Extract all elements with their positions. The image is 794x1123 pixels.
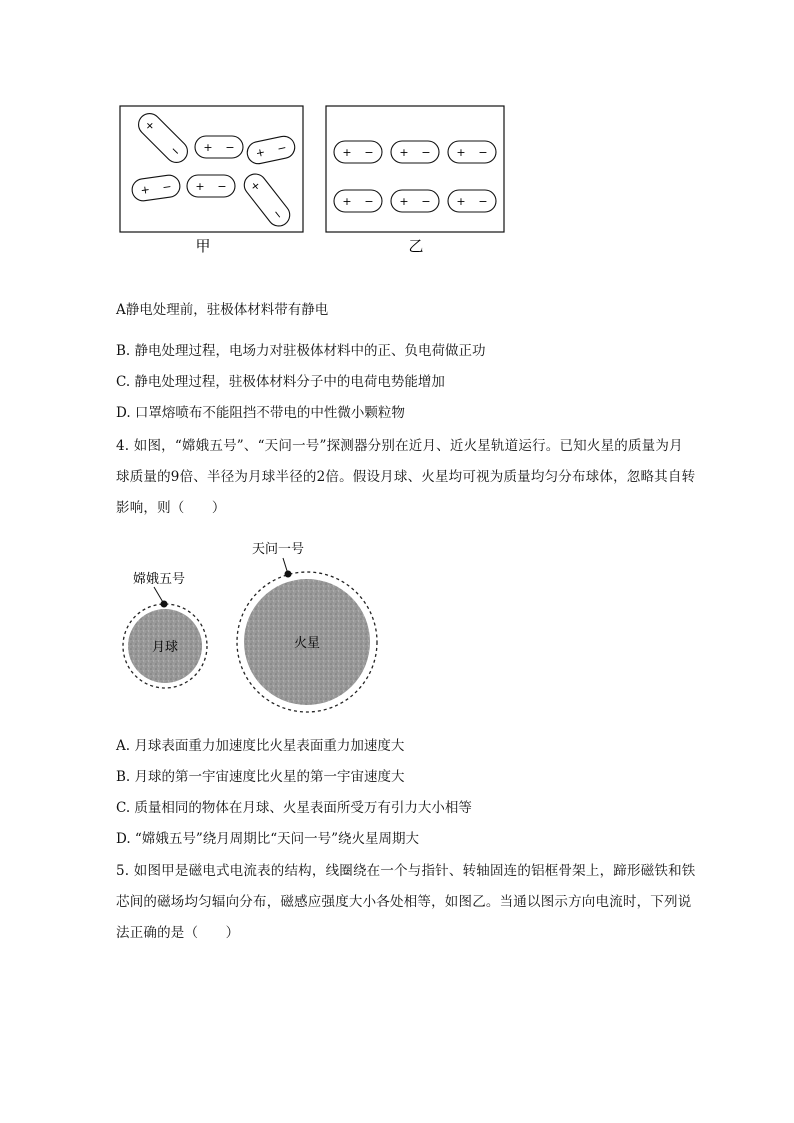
dipole-3 [245,134,297,165]
svg-text:−: − [161,179,173,195]
dipole-5 [187,175,235,197]
svg-text:+: + [399,146,409,159]
svg-text:−: − [421,195,431,208]
minus-sign: − [167,143,184,159]
q5-stem: 5. 如图甲是磁电式电流表的结构，线圈绕在一个与指针、转轴固连的铝框骨架上，蹄形磁铁和铁芯间的磁场均匀辐向分布，磁感应强度大小各处相等，如图乙。当通以图示方向电流时，下列说法正确的是（ ） [116,863,696,941]
q4-stem: 4. 如图，“嫦娥五号”、“天问一号”探测器分别在近月、近火星轨道运行。已知火星的质量为月球质量的9倍、半径为月球半径的2倍。假设月球、火星均可视为质量均匀分布球体，忽略其自转影响，则（ ） [116,438,696,516]
svg-text:+: + [139,182,151,198]
svg-text:+: + [456,146,466,159]
svg-text:+: + [247,178,264,194]
plus-sign: + [142,117,158,134]
q4-option-c: C. 质量相同的物体在月球、火星表面所受万有引力大小相等 [116,800,472,816]
dipole-2 [195,136,243,158]
q4-option-b: B. 月球的第一宇宙速度比火星的第一宇宙速度大 [116,769,405,785]
caption-jia: 甲 [195,237,211,255]
label-mars: 火星 [293,636,321,651]
svg-text:+: + [342,146,352,159]
svg-text:−: − [478,195,488,208]
label-chang-e: 嫦娥五号 [133,572,186,587]
q3-option-d: D. 口罩熔喷布不能阻挡不带电的中性微小颗粒物 [116,405,405,421]
panel-yi [326,106,504,232]
svg-text:−: − [217,180,227,193]
svg-text:−: − [364,146,374,159]
svg-text:+: + [254,145,267,161]
q3-option-c: C. 静电处理过程，驻极体材料分子中的电荷电势能增加 [116,374,445,390]
figure-jia-yi [110,98,520,258]
dipole-1 [134,109,192,167]
svg-text:+: + [195,180,205,193]
q3-option-b: B. 静电处理过程，电场力对驻极体材料中的正、负电荷做正功 [116,343,486,359]
svg-text:+: + [203,141,213,154]
q3-option-a: A静电处理前，驻极体材料带有静电 [116,302,329,318]
label-moon: 月球 [151,640,179,655]
svg-text:+: + [456,195,466,208]
svg-text:+: + [342,195,352,208]
svg-text:−: − [364,195,374,208]
svg-text:−: − [276,140,288,156]
q4-option-d: D. “嫦娥五号”绕月周期比“天问一号”绕火星周期大 [116,831,420,847]
dipole-4 [131,174,182,202]
aligned-dipoles [334,141,496,212]
label-tianwen: 天问一号 [252,542,305,557]
figure-moon-mars [110,533,400,718]
chang-e-pointer [154,587,164,604]
q4-option-a: A. 月球表面重力加速度比火星表面重力加速度大 [116,738,405,754]
svg-text:−: − [225,141,235,154]
svg-text:−: − [478,146,488,159]
svg-text:+: + [399,195,409,208]
svg-text:−: − [269,206,286,223]
caption-yi: 乙 [408,237,424,255]
dipole-6 [240,170,294,231]
svg-text:−: − [421,146,431,159]
